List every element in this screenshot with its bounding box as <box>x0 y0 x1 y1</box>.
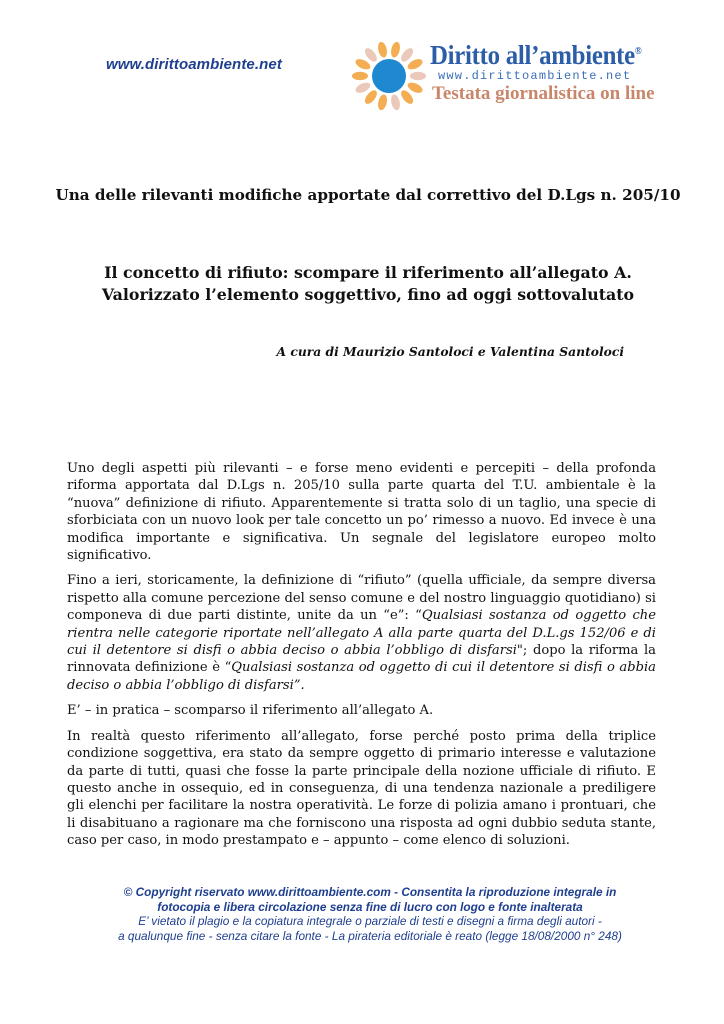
site-url[interactable]: www.dirittoambiente.net <box>106 56 282 73</box>
article-subtitle: Una delle rilevanti modifiche apportate dal correttivo del D.Lgs n. 205/10 <box>55 186 681 204</box>
sun-ray-icon <box>390 94 402 111</box>
sun-ray-icon <box>410 72 426 80</box>
paragraph-2-intro: Fino a ieri, storicamente, la definizione di “rifiuto” (quella ufficiale, da sempre diversa rispetto alla comune percezione del senso comune e del nostro linguaggio quotidiano) si componeva di due parti distinte, unite da un “e”: “ <box>67 573 656 624</box>
sun-logo-icon <box>346 36 432 116</box>
footer-line-2: fotocopia e libera circolazione senza fine di lucro con logo e fonte inalterata <box>157 899 583 914</box>
footer-line-4: a qualunque fine - senza citare la fonte - La pirateria editoriale è reato (legge 18/08/2000 n° 248) <box>118 928 622 943</box>
sun-ray-icon <box>377 41 389 58</box>
paragraph-2 <box>67 572 656 694</box>
sun-ray-icon <box>390 41 402 58</box>
old-definition: Qualsiasi sostanza od oggetto che rientra nelle categorie riportate nell’allegato A alla parte quarta del D.L.gs 152/06 e di cui il detentore si disfi o abbia deciso o abbia l’obbligo di disfarsi <box>67 608 656 659</box>
masthead-logo <box>346 36 666 116</box>
article-title <box>0 262 724 306</box>
logo-tagline: Testata giornalistica on line <box>432 83 655 104</box>
paragraph-2-bridge: "; dopo la riforma la rinnovata definizione è “ <box>67 643 656 676</box>
copyright-footer <box>0 885 724 943</box>
footer-line-1: © Copyright riservato www.dirittoambiente.com - Consentita la riproduzione integrale in <box>123 885 617 899</box>
sun-core-icon <box>372 59 406 93</box>
logo-url: www.dirittoambiente.net <box>438 69 632 83</box>
article-title-line2: Valorizzato l’elemento soggettivo, fino ad oggi sottovalutato <box>101 285 635 304</box>
registered-mark: ® <box>634 46 642 57</box>
article-title-line1: Il concetto di rifiuto: scompare il riferimento all’allegato A. <box>104 263 632 282</box>
sun-ray-icon <box>352 72 368 80</box>
footer-line-3: E’ vietato il plagio e la copiatura integrale o parziale di testi e disegni a firma degli autori - <box>138 914 602 929</box>
article-authors: A cura di Maurizio Santoloci e Valentina Santoloci <box>276 344 624 359</box>
sun-ray-icon <box>377 94 389 111</box>
logo-title: Diritto all’ambiente® <box>430 40 642 70</box>
paragraph-4: In realtà questo riferimento all’allegato, forse perché posto prima della triplice condizione soggettiva, era stato da sempre oggetto di primario interesse e valutazione da parte di tutti, quasi che fosse la parte principale della nozione ufficiale di rifiuto. E questo anche in ossequio, ed in conseguenza, di una tendenza nazionale a prediligere gli elenchi per facilitare la nostra operatività. Le forze di polizia amano i prontuari, che li disabituano a ragionare ma che forniscono una risposta ad ogni dubbio seduta stante, caso per caso, in modo prestampato e – appunto – come elenco di soluzioni. <box>67 728 656 849</box>
new-definition: Qualsiasi sostanza od oggetto di cui il detentore si disfi o abbia deciso o abbia l’obbligo di disfarsi”. <box>67 660 656 693</box>
paragraph-3: E’ – in pratica – scomparso il riferimento all’allegato A. <box>67 703 434 719</box>
paragraph-1: Uno degli aspetti più rilevanti – e forse meno evidenti e percepiti – della profonda riforma apportata dal D.Lgs n. 205/10 sulla parte quarta del T.U. ambientale è la “nuova” definizione di rifiuto. Apparentemente si tratta solo di un taglio, una specie di sforbiciata con un nuovo look per tale concetto un po’ rimesso a nuovo. Ed invece è una modifica importante e significativa. Un segnale del legislatore europeo molto significativo. <box>67 461 656 564</box>
article-body <box>67 460 656 858</box>
